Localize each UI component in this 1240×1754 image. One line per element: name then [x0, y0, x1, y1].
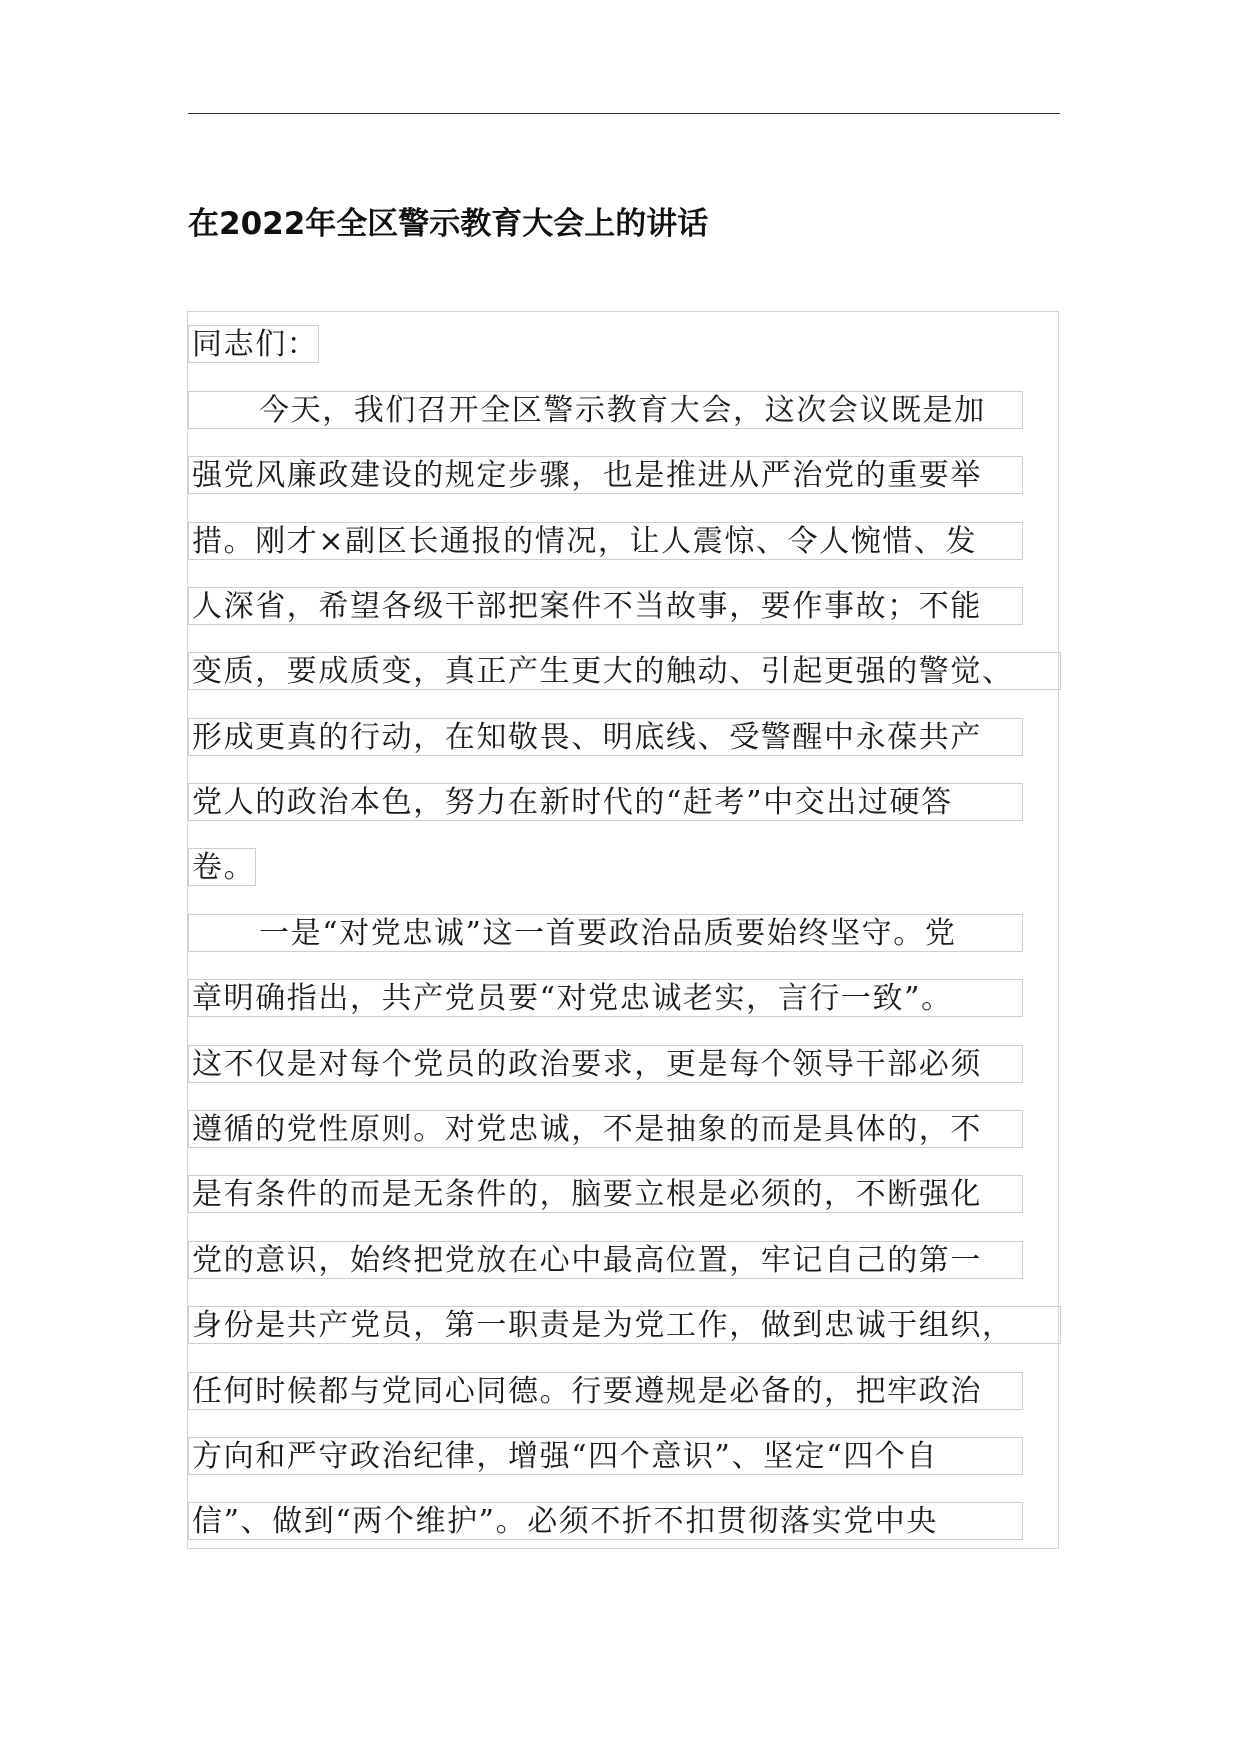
text-line: 是有条件的而是无条件的，脑要立根是必须的，不断强化 [188, 1175, 1023, 1213]
text-line: 党人的政治本色，努力在新时代的“赶考”中交出过硬答 [188, 783, 1023, 821]
salutation-line: 同志们： [188, 325, 319, 363]
text-line: 一是“对党忠诚”这一首要政治品质要始终坚守。党 [188, 914, 1023, 952]
text-line: 措。刚才×副区长通报的情况，让人震惊、令人惋惜、发 [188, 522, 1023, 560]
text-line: 任何时候都与党同心同德。行要遵规是必备的，把牢政治 [188, 1372, 1023, 1410]
text-line: 卷。 [188, 848, 256, 886]
document-title: 在2022年全区警示教育大会上的讲话 [188, 206, 709, 242]
text-line: 形成更真的行动，在知敬畏、明底线、受警醒中永葆共产 [188, 718, 1023, 756]
text-line: 人深省，希望各级干部把案件不当故事，要作事故；不能 [188, 587, 1023, 625]
text-line: 章明确指出，共产党员要“对党忠诚老实，言行一致”。 [188, 979, 1023, 1017]
text-line: 方向和严守政治纪律，增强“四个意识”、坚定“四个自 [188, 1437, 1023, 1475]
text-line: 党的意识，始终把党放在心中最高位置，牢记自己的第一 [188, 1241, 1023, 1279]
text-line: 遵循的党性原则。对党忠诚，不是抽象的而是具体的，不 [188, 1110, 1023, 1148]
text-line: 信”、做到“两个维护”。必须不折不扣贯彻落实党中央 [188, 1502, 1023, 1540]
text-line: 身份是共产党员，第一职责是为党工作，做到忠诚于组织， [188, 1306, 1061, 1344]
text-line: 这不仅是对每个党员的政治要求，更是每个领导干部必须 [188, 1045, 1023, 1083]
text-line: 变质，要成质变，真正产生更大的触动、引起更强的警觉、 [188, 652, 1061, 690]
header-rule [188, 113, 1060, 114]
text-line: 今天，我们召开全区警示教育大会，这次会议既是加 [188, 391, 1023, 429]
text-line: 强党风廉政建设的规定步骤，也是推进从严治党的重要举 [188, 456, 1023, 494]
